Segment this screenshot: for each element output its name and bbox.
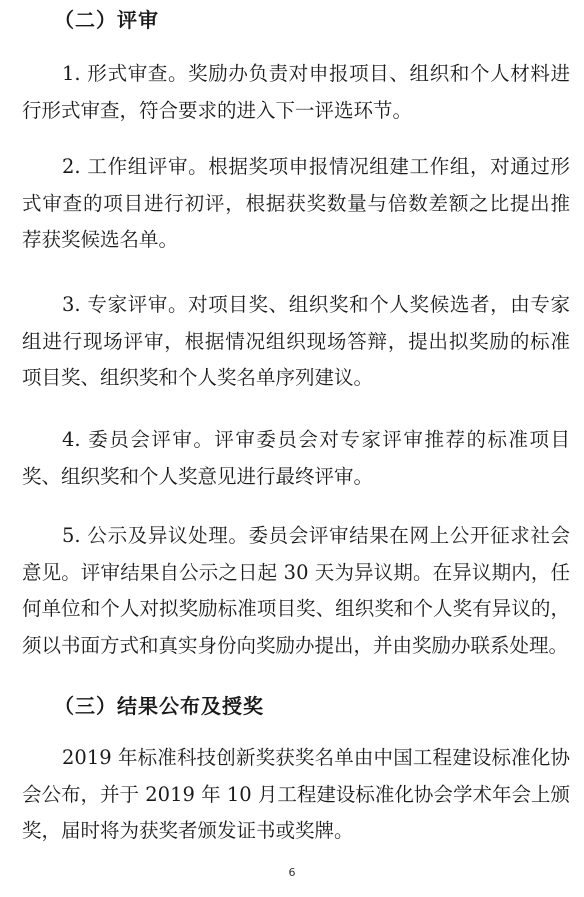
text-line: 荐获奖候选名单。 bbox=[22, 228, 179, 251]
text-line: 会公布，并于 2019 年 10 月工程建设标准化协会学术年会上颁 bbox=[22, 782, 570, 806]
text-line: 何单位和个人对拟奖励标准项目奖、组织奖和个人奖有异议的， bbox=[22, 597, 570, 620]
page-number: 6 bbox=[288, 866, 296, 879]
text-line: 奖，届时将为获奖者颁发证书或奖牌。 bbox=[22, 819, 354, 842]
text-line: 行形式审查，符合要求的进入下一评选环节。 bbox=[22, 98, 413, 122]
item-formal-review bbox=[22, 56, 570, 129]
text-line: 5. 公示及异议处理。委员会评审结果在网上公开征求社会 bbox=[62, 524, 570, 547]
text-line: 须以书面方式和真实身份向奖励办提出，并由奖励办联系处理。 bbox=[22, 633, 569, 657]
text-line: 式审查的项目进行初评，根据获奖数量与倍数差额之比提出推 bbox=[22, 191, 570, 215]
text-line: 2019 年标准科技创新奖获奖名单由中国工程建设标准化协 bbox=[62, 746, 570, 769]
text-line: 1. 形式审查。奖励办负责对申报项目、组织和个人材料进 bbox=[62, 62, 570, 85]
item-publicity-objection bbox=[22, 518, 570, 664]
text-line: 项目奖、组织奖和个人奖名单序列建议。 bbox=[22, 366, 374, 389]
text-line: 3. 专家评审。对项目奖、组织奖和个人奖候选者，由专家 bbox=[62, 293, 570, 316]
text-line: 奖、组织奖和个人奖意见进行最终评审。 bbox=[22, 464, 374, 488]
text-line: 2. 工作组评审。根据奖项申报情况组建工作组，对通过形 bbox=[62, 155, 570, 178]
text-line: 组进行现场评审，根据情况组织现场答辩，提出拟奖励的标准 bbox=[22, 329, 570, 353]
results-paragraph bbox=[22, 740, 570, 850]
text-line: 4. 委员会评审。评审委员会对专家评审推荐的标准项目 bbox=[62, 428, 570, 451]
section-heading-results: （三）结果公布及授奖 bbox=[54, 694, 264, 718]
item-committee-review bbox=[22, 422, 570, 495]
item-expert-review bbox=[22, 287, 570, 397]
item-working-group-review bbox=[22, 149, 570, 259]
section-heading-review: （二）评审 bbox=[54, 8, 159, 32]
text-line: 意见。评审结果自公示之日起 30 天为异议期。在异议期内，任 bbox=[22, 560, 570, 584]
